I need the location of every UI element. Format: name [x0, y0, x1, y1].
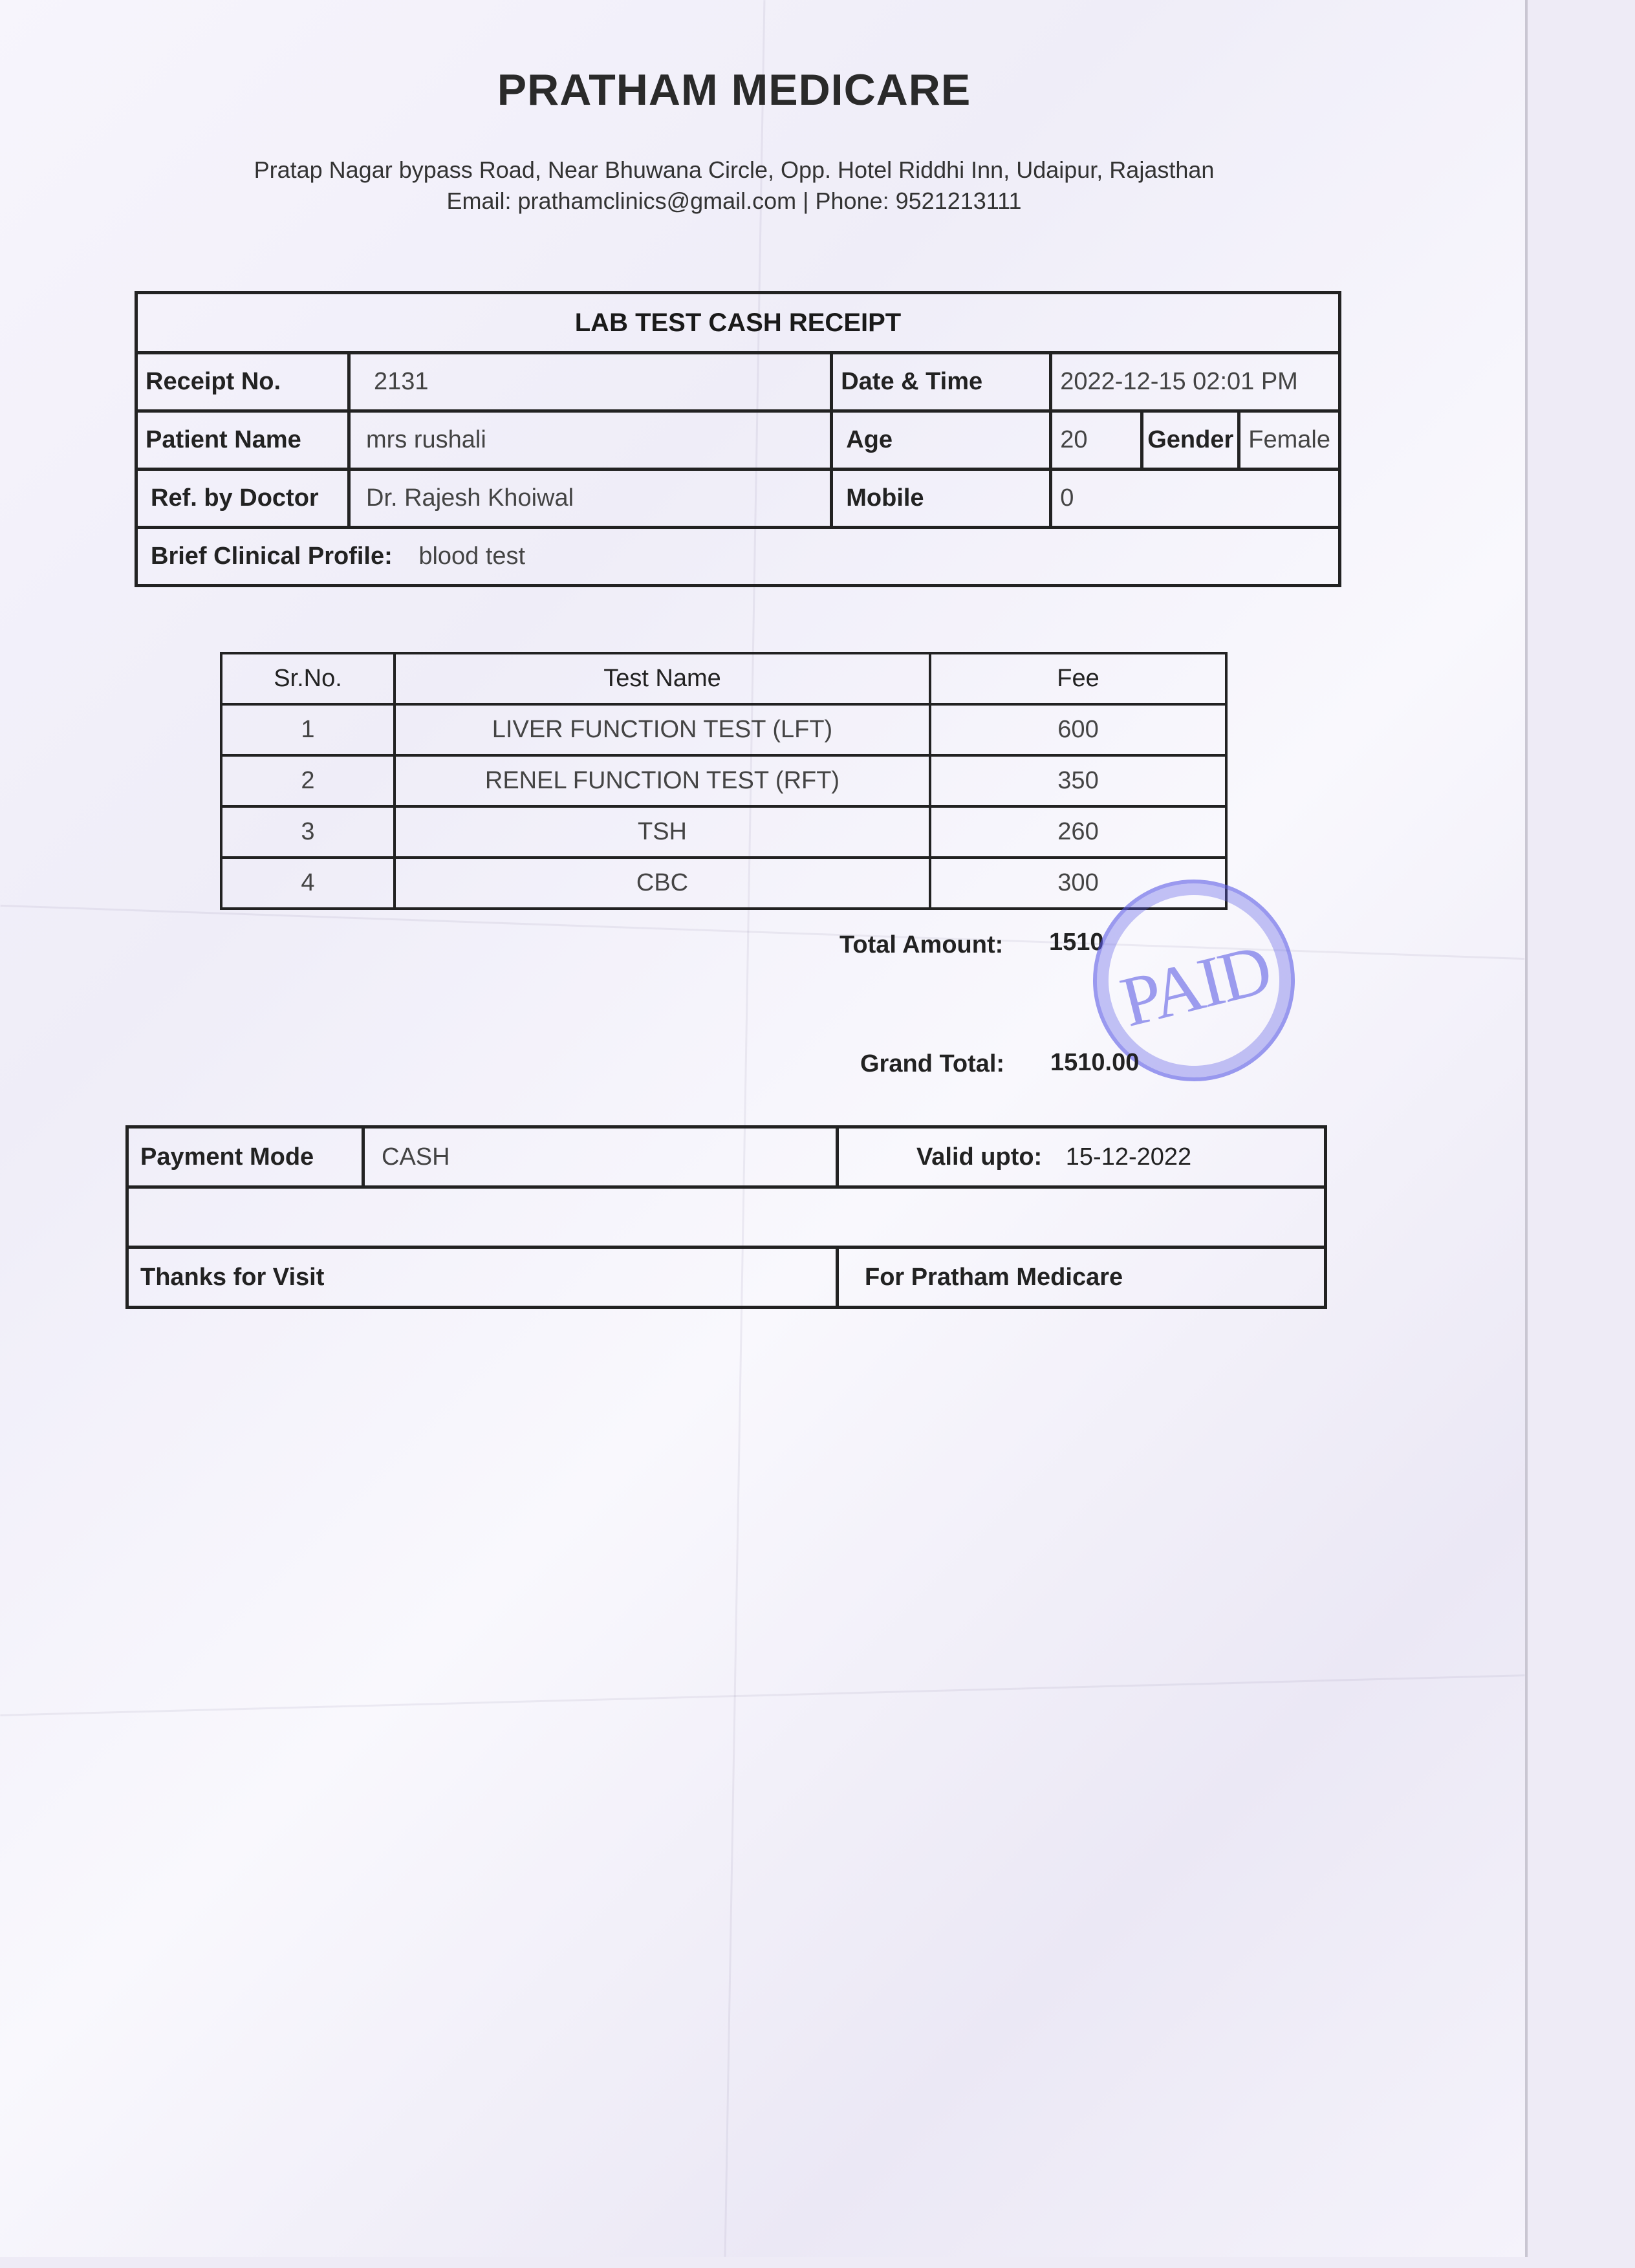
fee-cell: 300	[930, 858, 1226, 909]
valid-upto-cell	[838, 1127, 1326, 1187]
table-row	[221, 806, 1226, 858]
receipt-caption: LAB TEST CASH RECEIPT	[136, 293, 1340, 353]
tests-table	[220, 652, 1228, 910]
patient-name-value: mrs rushali	[349, 411, 832, 470]
doctor-value: Dr. Rajesh Khoiwal	[349, 470, 832, 528]
mobile-value: 0	[1051, 470, 1340, 528]
sr-no-cell: 1	[221, 704, 395, 755]
test-name-cell: TSH	[395, 806, 930, 858]
total-amount-label: Total Amount:	[839, 931, 1004, 958]
for-clinic-text: For Pratham Medicare	[838, 1247, 1326, 1308]
paper-crease	[1, 905, 1525, 960]
clinical-profile-value: blood test	[418, 543, 526, 570]
valid-upto-label: Valid upto:	[916, 1143, 1043, 1171]
clinical-profile-row	[136, 528, 1340, 586]
paper-crease	[0, 1674, 1524, 1716]
age-label: Age	[832, 411, 1051, 470]
grand-total-label: Grand Total:	[860, 1050, 1005, 1077]
table-row	[221, 755, 1226, 806]
test-name-cell: LIVER FUNCTION TEST (LFT)	[395, 704, 930, 755]
test-name-cell: CBC	[395, 858, 930, 909]
header-fee: Fee	[930, 653, 1226, 704]
paid-stamp-text: PAID	[1113, 929, 1277, 1042]
clinic-name: PRATHAM MEDICARE	[497, 65, 971, 114]
fee-cell: 260	[930, 806, 1226, 858]
payment-mode-label: Payment Mode	[127, 1127, 363, 1187]
gender-value: Female	[1239, 411, 1340, 470]
table-row	[221, 858, 1226, 909]
age-value: 20	[1051, 411, 1142, 470]
sr-no-cell: 3	[221, 806, 395, 858]
header-sr-no: Sr.No.	[221, 653, 395, 704]
payment-table	[125, 1125, 1327, 1309]
fee-cell: 350	[930, 755, 1226, 806]
clinic-contact: Email: prathamclinics@gmail.com | Phone: 9521213111	[446, 188, 1022, 214]
valid-upto-value: 15-12-2022	[1065, 1143, 1192, 1171]
patient-info-table	[135, 291, 1341, 587]
grand-total-value: 1510.00	[1050, 1049, 1140, 1076]
datetime-value: 2022-12-15 02:01 PM	[1051, 353, 1340, 411]
receipt-no-value: 2131	[349, 353, 832, 411]
total-amount-value: 1510	[1049, 929, 1104, 956]
header-test-name: Test Name	[395, 653, 930, 704]
table-row	[221, 704, 1226, 755]
patient-name-label: Patient Name	[136, 411, 349, 470]
datetime-label: Date & Time	[832, 353, 1051, 411]
clinic-address: Pratap Nagar bypass Road, Near Bhuwana Circle, Opp. Hotel Riddhi Inn, Udaipur, Rajasthan	[254, 157, 1215, 183]
thanks-text: Thanks for Visit	[127, 1247, 838, 1308]
clinical-profile-label: Brief Clinical Profile:	[151, 543, 393, 570]
blank-row	[127, 1187, 1326, 1247]
mobile-label: Mobile	[832, 470, 1051, 528]
gender-label: Gender	[1142, 411, 1239, 470]
receipt-no-label: Receipt No.	[136, 353, 349, 411]
fee-cell: 600	[930, 704, 1226, 755]
test-name-cell: RENEL FUNCTION TEST (RFT)	[395, 755, 930, 806]
doctor-label: Ref. by Doctor	[136, 470, 349, 528]
payment-mode-value: CASH	[363, 1127, 838, 1187]
sr-no-cell: 2	[221, 755, 395, 806]
sr-no-cell: 4	[221, 858, 395, 909]
